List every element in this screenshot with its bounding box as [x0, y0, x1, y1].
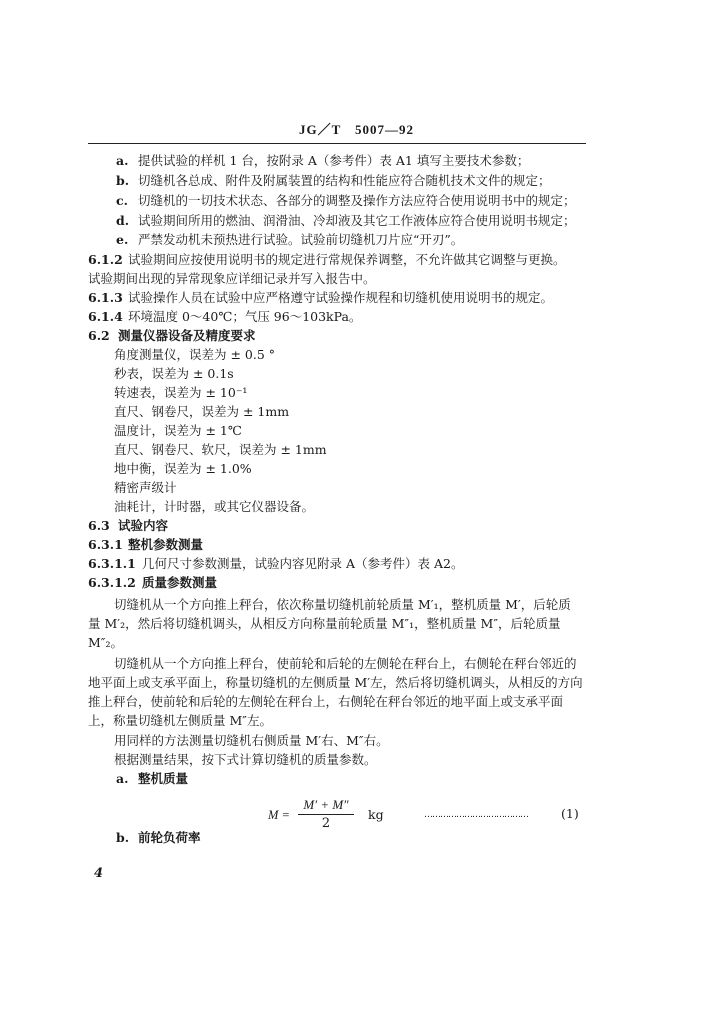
- formula-denominator: 2: [321, 816, 331, 831]
- paragraph-line: 根据测量结果，按下式计算切缝机的质量参数。: [114, 752, 377, 767]
- list-marker: a.: [116, 771, 129, 786]
- list-marker: b.: [116, 173, 130, 188]
- section-number: 6.1.2: [88, 252, 123, 267]
- section-title: 试验内容: [118, 518, 169, 533]
- list-item: 切缝机各总成、附件及附属装置的结构和性能应符合随机技术文件的规定；: [138, 173, 551, 188]
- list-item: 整机质量: [138, 771, 189, 786]
- section-number: 6.3: [88, 518, 110, 533]
- section-number: 6.3.1.2: [88, 575, 136, 590]
- instrument-item: 角度测量仪，误差为 ± 0.5 °: [114, 347, 276, 362]
- paragraph-line: 上，称量切缝机左侧质量 M″左。: [88, 713, 272, 728]
- section-number: 6.3.1.1: [88, 556, 136, 571]
- section-title: 整机参数测量: [128, 537, 204, 552]
- paragraph-line: 试验期间应按使用说明书的规定进行常规保养调整，不允许做其它调整与更换。: [128, 252, 566, 267]
- list-marker: c.: [116, 193, 128, 208]
- list-item: 前轮负荷率: [138, 830, 201, 845]
- paragraph-line: M″₂。: [88, 635, 123, 650]
- list-marker: d.: [116, 213, 130, 228]
- section-number: 6.1.3: [88, 290, 123, 305]
- instrument-item: 直尺、钢卷尺，误差为 ± 1mm: [114, 404, 290, 419]
- page-number: 4: [94, 866, 104, 881]
- paragraph-line: 量 M′₂，然后将切缝机调头，从相反方向称量前轮质量 M″₁，整机质量 M″，后轮质量: [88, 616, 561, 631]
- paragraph-line: 试验操作人员在试验中应严格遵守试验操作规程和切缝机使用说明书的规定。: [128, 290, 554, 305]
- header-rule: [88, 143, 586, 144]
- section-number: 6.1.4: [88, 309, 123, 324]
- list-item: 切缝机的一切技术状态、各部分的调整及操作方法应符合使用说明书中的规定；: [138, 193, 576, 208]
- list-marker: a.: [116, 153, 129, 168]
- instrument-item: 直尺、钢卷尺、软尺，误差为 ± 1mm: [114, 442, 327, 457]
- section-title: 质量参数测量: [142, 575, 218, 590]
- section-number: 6.3.1: [88, 537, 123, 552]
- list-item: 提供试验的样机 1 台，按附录 A（参考件）表 A1 填写主要技术参数；: [138, 153, 530, 168]
- instrument-item: 地中衡，误差为 ± 1.0%: [114, 461, 252, 476]
- paragraph-line: 切缝机从一个方向推上秤台，使前轮和后轮的左侧轮在秤台上，右侧轮在秤台邻近的: [114, 656, 577, 671]
- paragraph-line: 环境温度 0～40℃；气压 96～103kPa。: [128, 309, 362, 324]
- list-item: 试验期间所用的燃油、润滑油、冷却液及其它工作液体应符合使用说明书规定；: [138, 213, 576, 228]
- list-item: 严禁发动机未预热进行试验。试验前切缝机刀片应“开刃”。: [138, 232, 464, 247]
- paragraph-line: 推上秤台，使前轮和后轮的左侧轮在秤台上，右侧轮在秤台邻近的地平面上或支承平面: [88, 694, 564, 709]
- paragraph-line: 试验期间出现的异常现象应详细记录并写入报告中。: [88, 271, 376, 286]
- list-marker: b.: [116, 830, 130, 845]
- section-number: 6.2: [88, 328, 110, 343]
- formula-unit: kg: [368, 807, 384, 822]
- paragraph-line: 地平面上或支承平面上，称量切缝机的左侧质量 M′左，然后将切缝机调头，从相反的方向: [88, 675, 583, 690]
- equation-number: (1): [561, 806, 579, 821]
- formula-leader-dots: …………………………………: [424, 810, 528, 820]
- instrument-item: 油耗计，计时器，或其它仪器设备。: [114, 499, 315, 514]
- instrument-item: 温度计，误差为 ± 1℃: [114, 423, 242, 438]
- formula-lhs: M =: [268, 808, 290, 822]
- list-marker: e.: [116, 232, 129, 247]
- instrument-item: 秒表，误差为 ± 0.1s: [114, 366, 234, 381]
- formula-numerator: M′ + M″: [303, 797, 349, 812]
- instrument-item: 转速表，误差为 ± 10⁻¹: [114, 385, 248, 400]
- instrument-item: 精密声级计: [114, 480, 177, 495]
- document-header: JG／T 5007—92: [299, 122, 415, 137]
- paragraph-line: 切缝机从一个方向推上秤台，依次称量切缝机前轮质量 M′₁，整机质量 M′，后轮质: [114, 597, 571, 612]
- fraction-bar: [298, 814, 354, 815]
- paragraph-line: 几何尺寸参数测量，试验内容见附录 A（参考件）表 A2。: [142, 556, 464, 571]
- paragraph-line: 用同样的方法测量切缝机右侧质量 M′右、M″右。: [114, 733, 389, 748]
- section-title: 测量仪器设备及精度要求: [118, 328, 256, 343]
